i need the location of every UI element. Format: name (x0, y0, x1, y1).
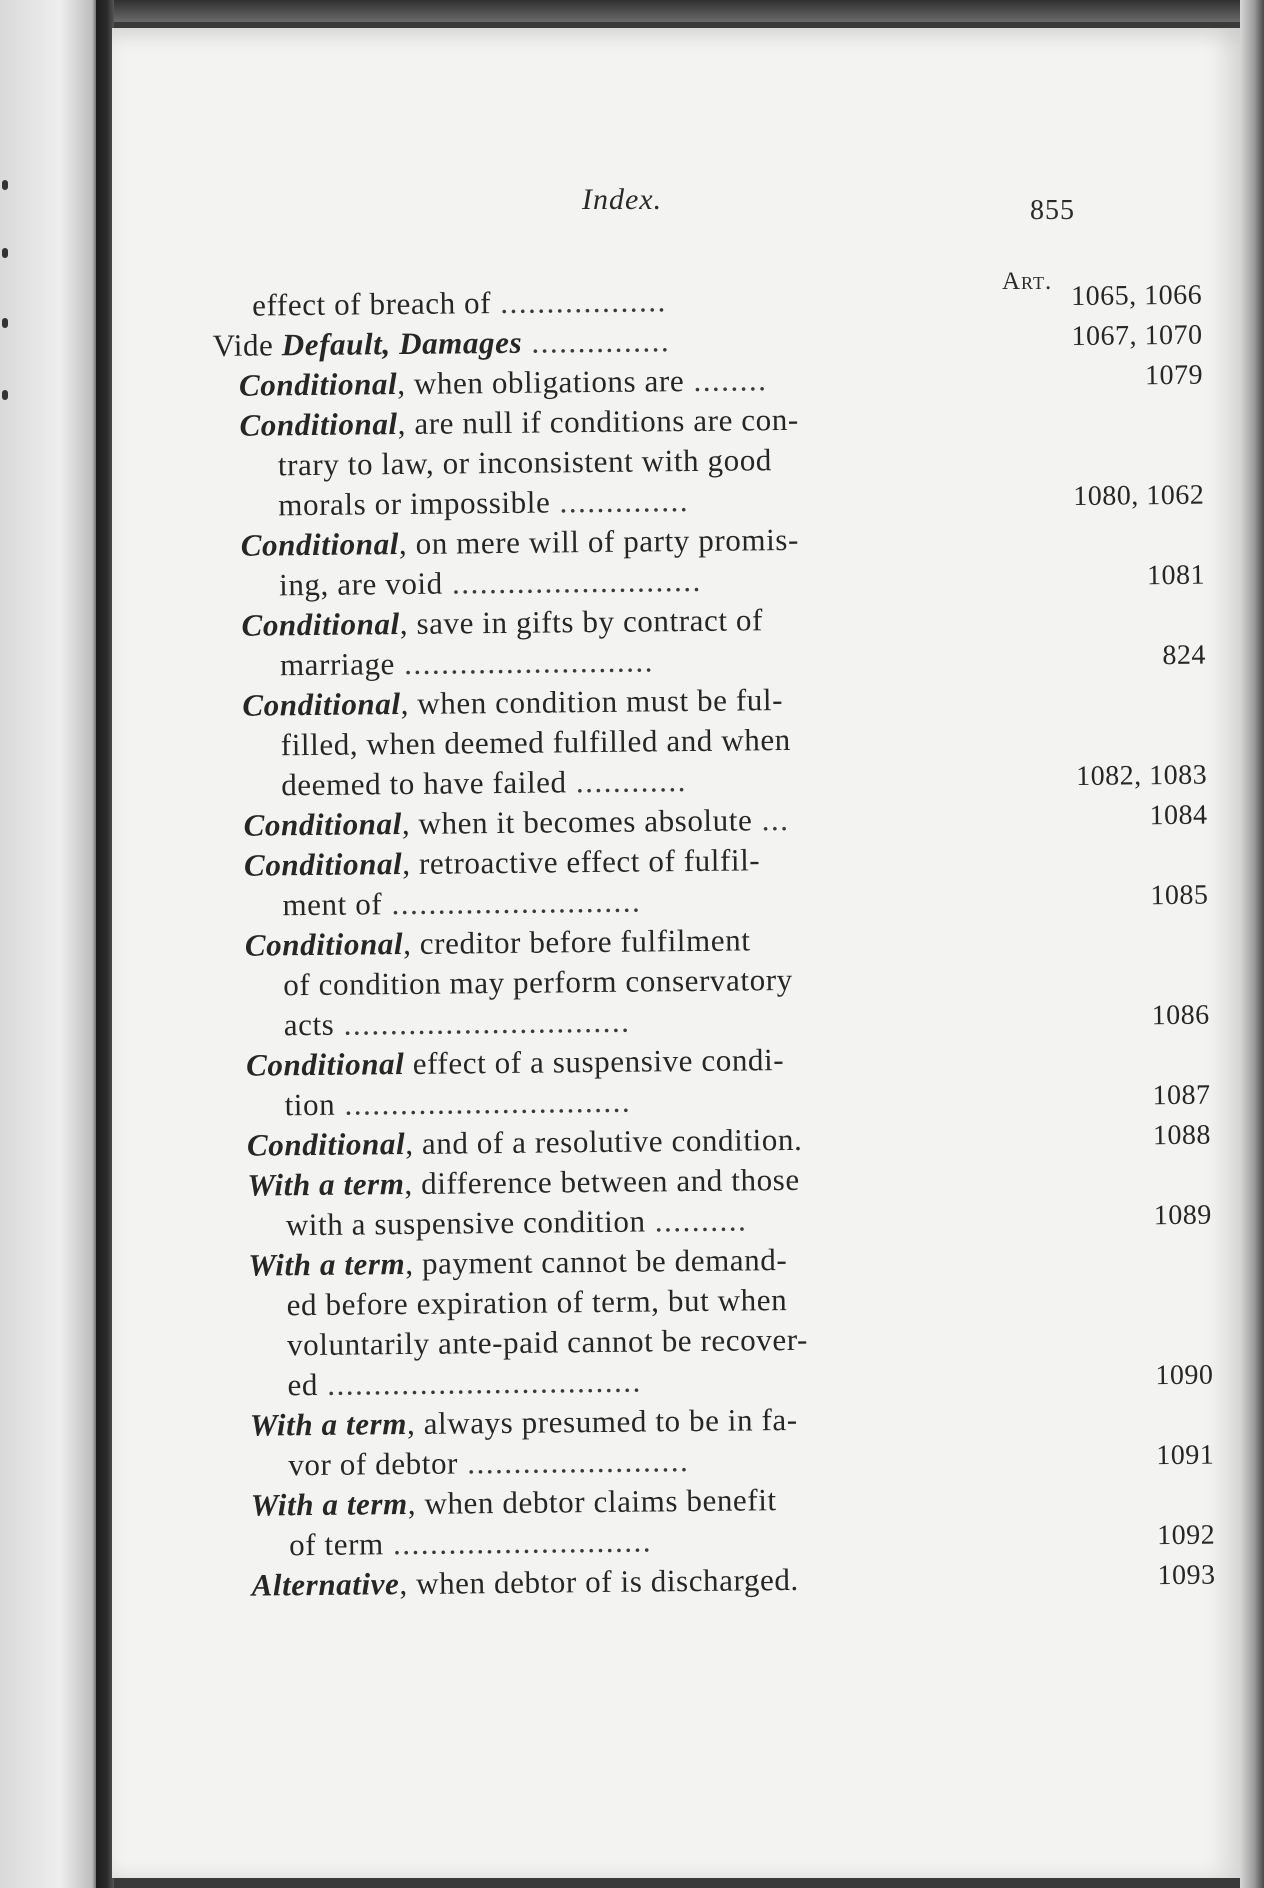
leader-dots: ............................ (383, 1523, 653, 1562)
entry-heading: Conditional (241, 606, 400, 643)
index-entry (215, 596, 1206, 686)
leader-dots: ... (752, 801, 790, 838)
entry-text: of term (289, 1526, 384, 1563)
leader-dots: ............................... (334, 1003, 631, 1042)
leader-dots: ........................... (382, 883, 642, 922)
entry-heading: Conditional (238, 366, 398, 403)
entry-text: Vide (212, 327, 282, 363)
article-reference: 824 (1162, 639, 1207, 672)
article-reference: 1082, 1083 (1076, 759, 1208, 792)
entry-text: effect of a suspensive condi- (404, 1042, 785, 1082)
index-entry (221, 1156, 1212, 1246)
article-reference: 1085 (1150, 879, 1209, 912)
entry-text: ed (287, 1366, 319, 1403)
leader-dots: .............. (550, 483, 690, 520)
entry-text: , on mere will of party promis- (398, 521, 800, 562)
entry-text: , retroactive effect of fulfil- (402, 842, 761, 882)
entry-text: trary to law, or inconsistent with good (277, 442, 773, 483)
page-number: 855 (1030, 195, 1075, 226)
index-entry (225, 1476, 1216, 1566)
article-reference: 1086 (1151, 999, 1210, 1032)
entry-heading: Default, Damages (281, 324, 523, 363)
leader-dots: ........................... (442, 562, 702, 601)
facing-page-edge (0, 0, 100, 1888)
entry-text: of condition may perform conservatory (283, 961, 793, 1003)
article-reference: 1090 (1155, 1359, 1214, 1392)
facing-page-mark (2, 180, 8, 190)
leader-dots: ........................ (457, 1443, 690, 1481)
article-reference: 1081 (1146, 559, 1206, 592)
entry-heading: Conditional (245, 1046, 405, 1083)
article-reference: 1093 (1157, 1559, 1216, 1592)
leader-dots: .................. (490, 283, 667, 321)
entry-heading: Conditional (242, 686, 401, 723)
entry-text: ment of (282, 886, 383, 923)
index-entry (218, 836, 1209, 926)
scan-top-border (0, 0, 1264, 22)
entry-text: , payment cannot be demand- (405, 1242, 788, 1282)
entry-text: , always presumed to be in fa- (406, 1401, 798, 1442)
entry-text: voluntarily ante-paid cannot be recover- (286, 1321, 809, 1363)
entry-text: , when condition must be ful- (400, 682, 784, 722)
entry-text: vor of debtor (288, 1445, 459, 1483)
entry-text: tion (284, 1086, 336, 1123)
leader-dots: .......... (645, 1202, 748, 1239)
leader-dots: ........................... (394, 643, 655, 682)
entry-text: , when it becomes absolute (401, 802, 753, 842)
entry-heading: Conditional (239, 406, 398, 443)
index-entry (213, 396, 1204, 526)
index-entry (215, 516, 1206, 606)
leader-dots: ............................... (335, 1083, 632, 1122)
running-title: Index. (582, 183, 663, 216)
entry-text: , save in gifts by contract of (399, 602, 764, 642)
entry-heading: With a term (247, 1166, 405, 1203)
entry-text: , when debtor claims benefit (407, 1482, 777, 1522)
article-reference: 1089 (1153, 1199, 1212, 1232)
entry-heading: Conditional (243, 806, 403, 843)
entry-heading: With a term (250, 1486, 408, 1523)
book-page (112, 28, 1242, 1878)
article-column-header: Art. (1002, 268, 1053, 295)
leader-dots: ............ (566, 763, 688, 800)
article-reference: 1084 (1149, 799, 1208, 832)
entry-text: , and of a resolutive condition. (405, 1121, 803, 1162)
article-reference: 1080, 1062 (1073, 479, 1205, 512)
article-reference: 1079 (1144, 359, 1204, 392)
index-entry (222, 1236, 1214, 1406)
entry-text: , are null if conditions are con- (397, 401, 799, 442)
running-head (112, 183, 1242, 226)
entry-text: acts (283, 1006, 335, 1043)
leader-dots: .................................. (317, 1363, 642, 1402)
entry-text: deemed to have failed (281, 764, 567, 803)
entry-heading: With a term (249, 1406, 408, 1443)
article-reference: 1088 (1152, 1119, 1212, 1152)
index-entry (224, 1396, 1215, 1486)
facing-page-mark (2, 318, 8, 328)
entry-heading: Conditional (240, 526, 400, 563)
entry-text: ed before expiration of term, but when (286, 1282, 788, 1323)
article-reference: 1092 (1156, 1519, 1216, 1552)
entry-text: ing, are void (278, 565, 443, 603)
facing-page-mark (2, 248, 8, 258)
entry-heading: Conditional (243, 846, 403, 883)
page-stack-edge (1240, 0, 1264, 1888)
index-entry (220, 1036, 1211, 1126)
article-reference: 1087 (1152, 1079, 1211, 1112)
entry-heading: With a term (248, 1246, 406, 1283)
entry-text: marriage (279, 646, 396, 683)
article-reference: 1091 (1156, 1439, 1215, 1472)
entry-text: effect of breach of (252, 285, 492, 323)
entry-heading: Conditional (246, 1126, 406, 1163)
entry-text: with a suspensive condition (285, 1203, 646, 1243)
entry-text: morals or impossible (278, 484, 551, 523)
entry-text: , difference between and those (404, 1161, 800, 1202)
facing-page-mark (2, 390, 8, 400)
index-entry (216, 676, 1207, 806)
article-reference: 1065, 1066 (1070, 279, 1203, 313)
entry-text: , creditor before fulfilment (402, 922, 751, 962)
article-reference: 1067, 1070 (1071, 319, 1203, 353)
entry-heading: Alternative (251, 1566, 400, 1603)
index-entries (212, 276, 1216, 1606)
entry-heading: Conditional (244, 926, 404, 963)
leader-dots: ........ (684, 362, 768, 399)
entry-text: , when debtor of is discharged. (399, 1561, 799, 1602)
entry-text: filled, when deemed fulfilled and when (280, 721, 791, 763)
leader-dots: ............... (521, 323, 671, 360)
index-entry (219, 916, 1210, 1046)
entry-text: , when obligations are (397, 363, 685, 402)
